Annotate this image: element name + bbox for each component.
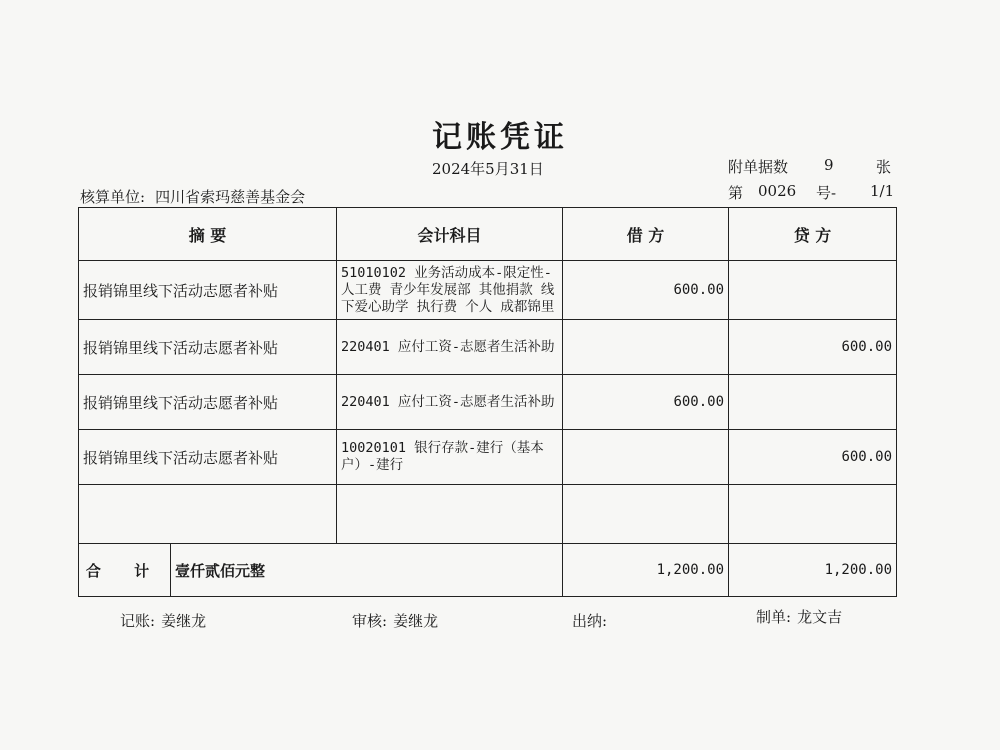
total-label: 合 计 xyxy=(79,544,171,597)
voucher-title: 记账凭证 xyxy=(432,120,568,155)
reviewer-label: 审核: xyxy=(352,612,388,630)
preparer-name: 龙文吉 xyxy=(797,608,843,626)
row-account: 220401 应付工资-志愿者生活补助 xyxy=(337,320,563,375)
preparer-label: 制单: xyxy=(756,608,792,626)
total-debit: 1,200.00 xyxy=(563,544,729,597)
table-row xyxy=(79,261,897,320)
table-row xyxy=(79,430,897,485)
table-row-empty xyxy=(79,485,897,544)
row-summary: 报销锦里线下活动志愿者补贴 xyxy=(79,320,337,375)
accounting-unit-label: 核算单位: xyxy=(80,188,146,206)
voucher-page: 1/1 xyxy=(870,182,895,200)
row-summary: 报销锦里线下活动志愿者补贴 xyxy=(79,430,337,485)
bookkeeper-name: 姜继龙 xyxy=(161,612,207,630)
row-debit xyxy=(563,320,729,375)
empty-cell xyxy=(729,485,897,544)
table-row xyxy=(79,375,897,430)
voucher-number-prefix: 第 xyxy=(728,184,744,202)
footer-cashier xyxy=(572,610,613,631)
row-account: 220401 应付工资-志愿者生活补助 xyxy=(337,375,563,430)
header-debit: 借 方 xyxy=(563,208,729,261)
accounting-unit-value: 四川省索玛慈善基金会 xyxy=(155,188,306,206)
cashier-label: 出纳: xyxy=(572,612,608,630)
total-credit: 1,200.00 xyxy=(729,544,897,597)
empty-cell xyxy=(79,485,337,544)
bookkeeper-label: 记账: xyxy=(120,612,156,630)
total-row xyxy=(79,544,897,597)
row-summary: 报销锦里线下活动志愿者补贴 xyxy=(79,261,337,320)
empty-cell xyxy=(337,485,563,544)
row-account: 10020101 银行存款-建行（基本户）-建行 xyxy=(337,430,563,485)
voucher-number-mid: 号- xyxy=(816,184,837,202)
table-row xyxy=(79,320,897,375)
header-account: 会计科目 xyxy=(337,208,563,261)
header-credit: 贷 方 xyxy=(729,208,897,261)
table-header-row xyxy=(79,208,897,261)
attachment-label: 附单据数 xyxy=(728,158,789,176)
row-summary: 报销锦里线下活动志愿者补贴 xyxy=(79,375,337,430)
row-account: 51010102 业务活动成本-限定性-人工费 青少年发展部 其他捐款 线下爱心助学 执行费 个人 成都锦里 xyxy=(337,261,563,320)
attachment-unit: 张 xyxy=(876,158,892,176)
row-debit: 600.00 xyxy=(563,261,729,320)
reviewer-name: 姜继龙 xyxy=(393,612,439,630)
row-credit xyxy=(729,375,897,430)
row-debit xyxy=(563,430,729,485)
row-credit: 600.00 xyxy=(729,320,897,375)
header-summary: 摘 要 xyxy=(79,208,337,261)
row-debit: 600.00 xyxy=(563,375,729,430)
empty-cell xyxy=(563,485,729,544)
footer-bookkeeper xyxy=(120,610,206,631)
row-credit: 600.00 xyxy=(729,430,897,485)
row-credit xyxy=(729,261,897,320)
voucher-table xyxy=(78,207,897,597)
attachment-number: 9 xyxy=(824,156,834,174)
total-amount-words: 壹仟贰佰元整 xyxy=(171,544,563,597)
voucher-date: 2024年5月31日 xyxy=(432,160,544,178)
footer-preparer xyxy=(756,606,842,627)
accounting-unit xyxy=(80,186,305,207)
voucher-number-value: 0026 xyxy=(758,182,797,200)
footer-reviewer xyxy=(352,610,438,631)
